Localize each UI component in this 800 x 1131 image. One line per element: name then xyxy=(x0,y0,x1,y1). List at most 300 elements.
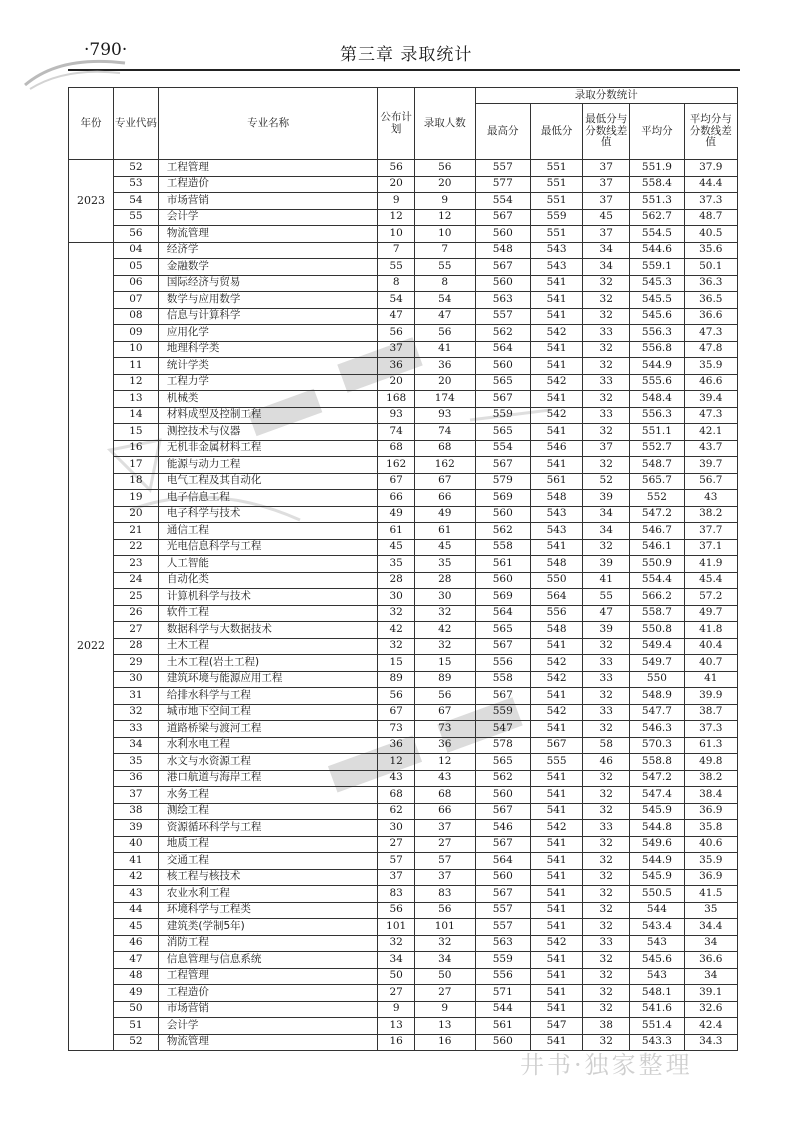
cell-avg: 548.9 xyxy=(630,688,684,705)
cell-avg-diff: 36.9 xyxy=(684,803,737,820)
cell-min-diff: 34 xyxy=(583,506,630,523)
table-row xyxy=(69,671,738,688)
cell-name: 人工智能 xyxy=(158,556,378,573)
cell-min-diff: 37 xyxy=(583,440,630,457)
cell-avg-diff: 37.1 xyxy=(684,539,737,556)
cell-max: 562 xyxy=(475,523,530,540)
cell-plan: 168 xyxy=(378,391,415,408)
table-row xyxy=(69,952,738,969)
table-row xyxy=(69,325,738,342)
cell-min: 541 xyxy=(530,308,582,325)
cell-admit: 66 xyxy=(414,490,475,507)
table-row xyxy=(69,457,738,474)
cell-admit: 56 xyxy=(414,325,475,342)
cell-plan: 49 xyxy=(378,506,415,523)
table-row xyxy=(69,226,738,243)
cell-min-diff: 33 xyxy=(583,671,630,688)
cell-max: 561 xyxy=(475,556,530,573)
cell-min: 541 xyxy=(530,836,582,853)
cell-avg-diff: 39.9 xyxy=(684,688,737,705)
cell-plan: 83 xyxy=(378,886,415,903)
cell-avg: 546.3 xyxy=(630,721,684,738)
table-row xyxy=(69,523,738,540)
cell-min: 551 xyxy=(530,160,582,177)
cell-name: 港口航道与海岸工程 xyxy=(158,770,378,787)
cell-code: 20 xyxy=(113,506,158,523)
cell-min-diff: 37 xyxy=(583,176,630,193)
cell-name: 水利水电工程 xyxy=(158,737,378,754)
cell-avg-diff: 50.1 xyxy=(684,259,737,276)
cell-code: 23 xyxy=(113,556,158,573)
cell-max: 565 xyxy=(475,424,530,441)
cell-max: 560 xyxy=(475,506,530,523)
cell-min: 543 xyxy=(530,259,582,276)
cell-admit: 34 xyxy=(414,952,475,969)
cell-name: 道路桥梁与渡河工程 xyxy=(158,721,378,738)
cell-admit: 13 xyxy=(414,1018,475,1035)
cell-avg: 548.4 xyxy=(630,391,684,408)
cell-plan: 67 xyxy=(378,704,415,721)
cell-code: 05 xyxy=(113,259,158,276)
cell-plan: 73 xyxy=(378,721,415,738)
cell-code: 51 xyxy=(113,1018,158,1035)
cell-min: 550 xyxy=(530,572,582,589)
cell-min-diff: 33 xyxy=(583,325,630,342)
table-row xyxy=(69,209,738,226)
cell-name: 水务工程 xyxy=(158,787,378,804)
cell-avg-diff: 49.7 xyxy=(684,605,737,622)
cell-name: 土木工程 xyxy=(158,638,378,655)
cell-min: 541 xyxy=(530,952,582,969)
cell-code: 43 xyxy=(113,886,158,903)
cell-admit: 36 xyxy=(414,737,475,754)
cell-avg-diff: 35.9 xyxy=(684,853,737,870)
cell-min-diff: 58 xyxy=(583,737,630,754)
cell-admit: 57 xyxy=(414,853,475,870)
cell-plan: 28 xyxy=(378,572,415,589)
cell-min: 541 xyxy=(530,688,582,705)
cell-min: 543 xyxy=(530,242,582,259)
cell-name: 电气工程及其自动化 xyxy=(158,473,378,490)
cell-plan: 47 xyxy=(378,308,415,325)
cell-min: 548 xyxy=(530,622,582,639)
cell-max: 564 xyxy=(475,341,530,358)
cell-min: 541 xyxy=(530,919,582,936)
cell-max: 562 xyxy=(475,770,530,787)
cell-code: 33 xyxy=(113,721,158,738)
cell-code: 31 xyxy=(113,688,158,705)
cell-code: 18 xyxy=(113,473,158,490)
cell-max: 561 xyxy=(475,1018,530,1035)
cell-name: 电子科学与技术 xyxy=(158,506,378,523)
cell-avg-diff: 41.9 xyxy=(684,556,737,573)
cell-avg: 550.8 xyxy=(630,622,684,639)
cell-code: 06 xyxy=(113,275,158,292)
cell-avg: 543 xyxy=(630,935,684,952)
cell-avg-diff: 43 xyxy=(684,490,737,507)
cell-avg: 565.7 xyxy=(630,473,684,490)
cell-plan: 57 xyxy=(378,853,415,870)
cell-avg: 549.4 xyxy=(630,638,684,655)
cell-name: 经济学 xyxy=(158,242,378,259)
cell-min-diff: 33 xyxy=(583,374,630,391)
cell-min: 547 xyxy=(530,1018,582,1035)
cell-avg-diff: 40.7 xyxy=(684,655,737,672)
cell-avg: 543 xyxy=(630,968,684,985)
cell-plan: 13 xyxy=(378,1018,415,1035)
cell-max: 560 xyxy=(475,1034,530,1051)
cell-admit: 45 xyxy=(414,539,475,556)
cell-avg-diff: 36.3 xyxy=(684,275,737,292)
cell-min-diff: 32 xyxy=(583,292,630,309)
cell-max: 554 xyxy=(475,193,530,210)
cell-min-diff: 32 xyxy=(583,985,630,1002)
cell-avg: 546.1 xyxy=(630,539,684,556)
cell-avg-diff: 35 xyxy=(684,902,737,919)
cell-min-diff: 32 xyxy=(583,952,630,969)
cell-max: 554 xyxy=(475,440,530,457)
cell-avg-diff: 37.7 xyxy=(684,523,737,540)
cell-min-diff: 32 xyxy=(583,638,630,655)
header-major-name: 专业名称 xyxy=(158,88,378,160)
cell-admit: 27 xyxy=(414,836,475,853)
cell-admit: 16 xyxy=(414,1034,475,1051)
cell-min: 541 xyxy=(530,638,582,655)
cell-code: 30 xyxy=(113,671,158,688)
cell-code: 46 xyxy=(113,935,158,952)
cell-avg-diff: 35.9 xyxy=(684,358,737,375)
cell-min-diff: 33 xyxy=(583,704,630,721)
header-score-stats: 录取分数统计 xyxy=(475,88,737,104)
cell-plan: 12 xyxy=(378,209,415,226)
cell-admit: 30 xyxy=(414,589,475,606)
header-rule xyxy=(68,69,740,71)
table-row xyxy=(69,770,738,787)
cell-admit: 56 xyxy=(414,688,475,705)
cell-avg-diff: 38.7 xyxy=(684,704,737,721)
cell-plan: 61 xyxy=(378,523,415,540)
cell-plan: 32 xyxy=(378,638,415,655)
cell-min: 559 xyxy=(530,209,582,226)
footer-watermark: 井书·独家整理 xyxy=(520,1051,693,1079)
cell-admit: 49 xyxy=(414,506,475,523)
cell-avg: 547.2 xyxy=(630,506,684,523)
cell-avg-diff: 32.6 xyxy=(684,1001,737,1018)
cell-name: 计算机科学与技术 xyxy=(158,589,378,606)
cell-code: 55 xyxy=(113,209,158,226)
cell-avg: 546.7 xyxy=(630,523,684,540)
cell-avg-diff: 45.4 xyxy=(684,572,737,589)
cell-name: 城市地下空间工程 xyxy=(158,704,378,721)
cell-min: 541 xyxy=(530,292,582,309)
page-number: ·790· xyxy=(84,40,128,60)
cell-plan: 15 xyxy=(378,655,415,672)
cell-max: 578 xyxy=(475,737,530,754)
cell-name: 水文与水资源工程 xyxy=(158,754,378,771)
cell-avg: 551.9 xyxy=(630,160,684,177)
cell-name: 信息管理与信息系统 xyxy=(158,952,378,969)
cell-name: 市场营销 xyxy=(158,1001,378,1018)
cell-avg: 547.4 xyxy=(630,787,684,804)
table-row xyxy=(69,242,738,259)
cell-admit: 10 xyxy=(414,226,475,243)
cell-code: 16 xyxy=(113,440,158,457)
cell-min: 541 xyxy=(530,902,582,919)
cell-admit: 27 xyxy=(414,985,475,1002)
cell-code: 42 xyxy=(113,869,158,886)
cell-avg-diff: 39.4 xyxy=(684,391,737,408)
cell-max: 558 xyxy=(475,539,530,556)
cell-avg-diff: 39.7 xyxy=(684,457,737,474)
cell-avg: 544 xyxy=(630,902,684,919)
cell-max: 557 xyxy=(475,902,530,919)
table-row xyxy=(69,539,738,556)
cell-min-diff: 34 xyxy=(583,242,630,259)
cell-min-diff: 34 xyxy=(583,523,630,540)
table-row xyxy=(69,424,738,441)
cell-max: 571 xyxy=(475,985,530,1002)
cell-name: 国际经济与贸易 xyxy=(158,275,378,292)
table-row xyxy=(69,787,738,804)
cell-avg-diff: 38.2 xyxy=(684,770,737,787)
cell-admit: 56 xyxy=(414,160,475,177)
cell-admit: 7 xyxy=(414,242,475,259)
cell-max: 548 xyxy=(475,242,530,259)
cell-plan: 10 xyxy=(378,226,415,243)
table-row xyxy=(69,902,738,919)
cell-plan: 12 xyxy=(378,754,415,771)
cell-name: 农业水利工程 xyxy=(158,886,378,903)
cell-code: 54 xyxy=(113,193,158,210)
cell-avg-diff: 40.4 xyxy=(684,638,737,655)
cell-code: 36 xyxy=(113,770,158,787)
cell-plan: 30 xyxy=(378,820,415,837)
cell-max: 547 xyxy=(475,721,530,738)
cell-max: 565 xyxy=(475,374,530,391)
cell-code: 07 xyxy=(113,292,158,309)
cell-name: 给排水科学与工程 xyxy=(158,688,378,705)
cell-min: 542 xyxy=(530,704,582,721)
cell-plan: 36 xyxy=(378,737,415,754)
cell-code: 26 xyxy=(113,605,158,622)
cell-avg-diff: 41 xyxy=(684,671,737,688)
cell-code: 48 xyxy=(113,968,158,985)
cell-avg-diff: 61.3 xyxy=(684,737,737,754)
cell-avg-diff: 40.6 xyxy=(684,836,737,853)
cell-name: 物流管理 xyxy=(158,1034,378,1051)
cell-name: 数据科学与大数据技术 xyxy=(158,622,378,639)
cell-plan: 43 xyxy=(378,770,415,787)
cell-avg: 545.6 xyxy=(630,952,684,969)
cell-min: 555 xyxy=(530,754,582,771)
cell-avg: 559.1 xyxy=(630,259,684,276)
cell-code: 09 xyxy=(113,325,158,342)
table-row xyxy=(69,622,738,639)
cell-admit: 15 xyxy=(414,655,475,672)
table-row xyxy=(69,589,738,606)
cell-name: 数学与应用数学 xyxy=(158,292,378,309)
cell-avg-diff: 36.9 xyxy=(684,869,737,886)
table-row xyxy=(69,160,738,177)
table-row xyxy=(69,886,738,903)
cell-avg: 558.7 xyxy=(630,605,684,622)
cell-code: 38 xyxy=(113,803,158,820)
cell-code: 25 xyxy=(113,589,158,606)
cell-name: 测绘工程 xyxy=(158,803,378,820)
cell-plan: 56 xyxy=(378,160,415,177)
cell-plan: 27 xyxy=(378,985,415,1002)
cell-avg-diff: 35.8 xyxy=(684,820,737,837)
chapter-title: 第三章 录取统计 xyxy=(340,45,473,65)
cell-avg: 547.2 xyxy=(630,770,684,787)
cell-min-diff: 32 xyxy=(583,869,630,886)
cell-avg: 544.9 xyxy=(630,853,684,870)
cell-name: 交通工程 xyxy=(158,853,378,870)
cell-code: 10 xyxy=(113,341,158,358)
cell-min: 551 xyxy=(530,226,582,243)
cell-min-diff: 33 xyxy=(583,820,630,837)
cell-avg: 544.6 xyxy=(630,242,684,259)
cell-plan: 32 xyxy=(378,935,415,952)
cell-avg-diff: 34 xyxy=(684,968,737,985)
cell-min-diff: 41 xyxy=(583,572,630,589)
cell-min: 548 xyxy=(530,556,582,573)
cell-code: 41 xyxy=(113,853,158,870)
year-cell: 2023 xyxy=(69,160,114,243)
cell-admit: 66 xyxy=(414,803,475,820)
cell-max: 560 xyxy=(475,275,530,292)
cell-plan: 93 xyxy=(378,407,415,424)
table-row xyxy=(69,358,738,375)
cell-code: 04 xyxy=(113,242,158,259)
cell-plan: 50 xyxy=(378,968,415,985)
cell-min: 564 xyxy=(530,589,582,606)
table-row xyxy=(69,935,738,952)
cell-plan: 42 xyxy=(378,622,415,639)
cell-max: 567 xyxy=(475,836,530,853)
cell-admit: 9 xyxy=(414,193,475,210)
cell-avg: 554.5 xyxy=(630,226,684,243)
cell-name: 会计学 xyxy=(158,1018,378,1035)
cell-avg-diff: 34 xyxy=(684,935,737,952)
table-row xyxy=(69,341,738,358)
cell-admit: 32 xyxy=(414,605,475,622)
cell-name: 无机非金属材料工程 xyxy=(158,440,378,457)
cell-min: 541 xyxy=(530,1034,582,1051)
cell-plan: 9 xyxy=(378,1001,415,1018)
cell-admit: 162 xyxy=(414,457,475,474)
table-row xyxy=(69,869,738,886)
cell-plan: 32 xyxy=(378,605,415,622)
cell-plan: 37 xyxy=(378,869,415,886)
table-row xyxy=(69,704,738,721)
cell-max: 560 xyxy=(475,572,530,589)
cell-avg: 562.7 xyxy=(630,209,684,226)
cell-avg: 545.5 xyxy=(630,292,684,309)
cell-avg-diff: 47.3 xyxy=(684,325,737,342)
cell-max: 546 xyxy=(475,820,530,837)
header-avg: 平均分 xyxy=(630,104,684,160)
cell-min: 541 xyxy=(530,457,582,474)
cell-avg-diff: 34.4 xyxy=(684,919,737,936)
table-row xyxy=(69,754,738,771)
cell-max: 569 xyxy=(475,589,530,606)
table-row xyxy=(69,919,738,936)
cell-avg: 554.4 xyxy=(630,572,684,589)
cell-name: 核工程与核技术 xyxy=(158,869,378,886)
cell-plan: 68 xyxy=(378,787,415,804)
cell-admit: 20 xyxy=(414,374,475,391)
cell-min-diff: 32 xyxy=(583,836,630,853)
cell-name: 能源与动力工程 xyxy=(158,457,378,474)
cell-avg: 550 xyxy=(630,671,684,688)
cell-min: 541 xyxy=(530,424,582,441)
cell-name: 土木工程(岩土工程) xyxy=(158,655,378,672)
admission-score-table xyxy=(68,87,738,1051)
cell-admit: 37 xyxy=(414,820,475,837)
cell-avg: 558.4 xyxy=(630,176,684,193)
cell-avg: 552.7 xyxy=(630,440,684,457)
cell-avg-diff: 36.5 xyxy=(684,292,737,309)
cell-code: 24 xyxy=(113,572,158,589)
cell-avg-diff: 47.3 xyxy=(684,407,737,424)
cell-admit: 89 xyxy=(414,671,475,688)
cell-name: 金融数学 xyxy=(158,259,378,276)
cell-min: 541 xyxy=(530,341,582,358)
cell-code: 52 xyxy=(113,160,158,177)
cell-min-diff: 32 xyxy=(583,391,630,408)
cell-code: 29 xyxy=(113,655,158,672)
cell-name: 建筑类(学制5年) xyxy=(158,919,378,936)
cell-max: 556 xyxy=(475,968,530,985)
cell-avg: 541.6 xyxy=(630,1001,684,1018)
cell-admit: 41 xyxy=(414,341,475,358)
cell-avg-diff: 37.3 xyxy=(684,193,737,210)
cell-admit: 50 xyxy=(414,968,475,985)
cell-plan: 20 xyxy=(378,374,415,391)
cell-avg-diff: 41.8 xyxy=(684,622,737,639)
cell-avg: 549.7 xyxy=(630,655,684,672)
table-row xyxy=(69,655,738,672)
cell-admit: 68 xyxy=(414,787,475,804)
cell-min: 541 xyxy=(530,275,582,292)
cell-code: 13 xyxy=(113,391,158,408)
cell-name: 建筑环境与能源应用工程 xyxy=(158,671,378,688)
cell-min: 542 xyxy=(530,655,582,672)
table-row xyxy=(69,374,738,391)
cell-min-diff: 32 xyxy=(583,853,630,870)
cell-min: 541 xyxy=(530,853,582,870)
cell-admit: 56 xyxy=(414,902,475,919)
cell-min-diff: 32 xyxy=(583,358,630,375)
cell-min-diff: 32 xyxy=(583,424,630,441)
cell-code: 12 xyxy=(113,374,158,391)
cell-min: 541 xyxy=(530,539,582,556)
cell-avg: 545.6 xyxy=(630,308,684,325)
cell-admit: 42 xyxy=(414,622,475,639)
cell-min-diff: 33 xyxy=(583,935,630,952)
cell-min-diff: 37 xyxy=(583,193,630,210)
cell-max: 544 xyxy=(475,1001,530,1018)
table-row xyxy=(69,721,738,738)
cell-admit: 32 xyxy=(414,638,475,655)
cell-avg: 570.3 xyxy=(630,737,684,754)
cell-max: 567 xyxy=(475,209,530,226)
cell-max: 569 xyxy=(475,490,530,507)
cell-max: 563 xyxy=(475,935,530,952)
cell-avg: 545.9 xyxy=(630,803,684,820)
cell-code: 50 xyxy=(113,1001,158,1018)
